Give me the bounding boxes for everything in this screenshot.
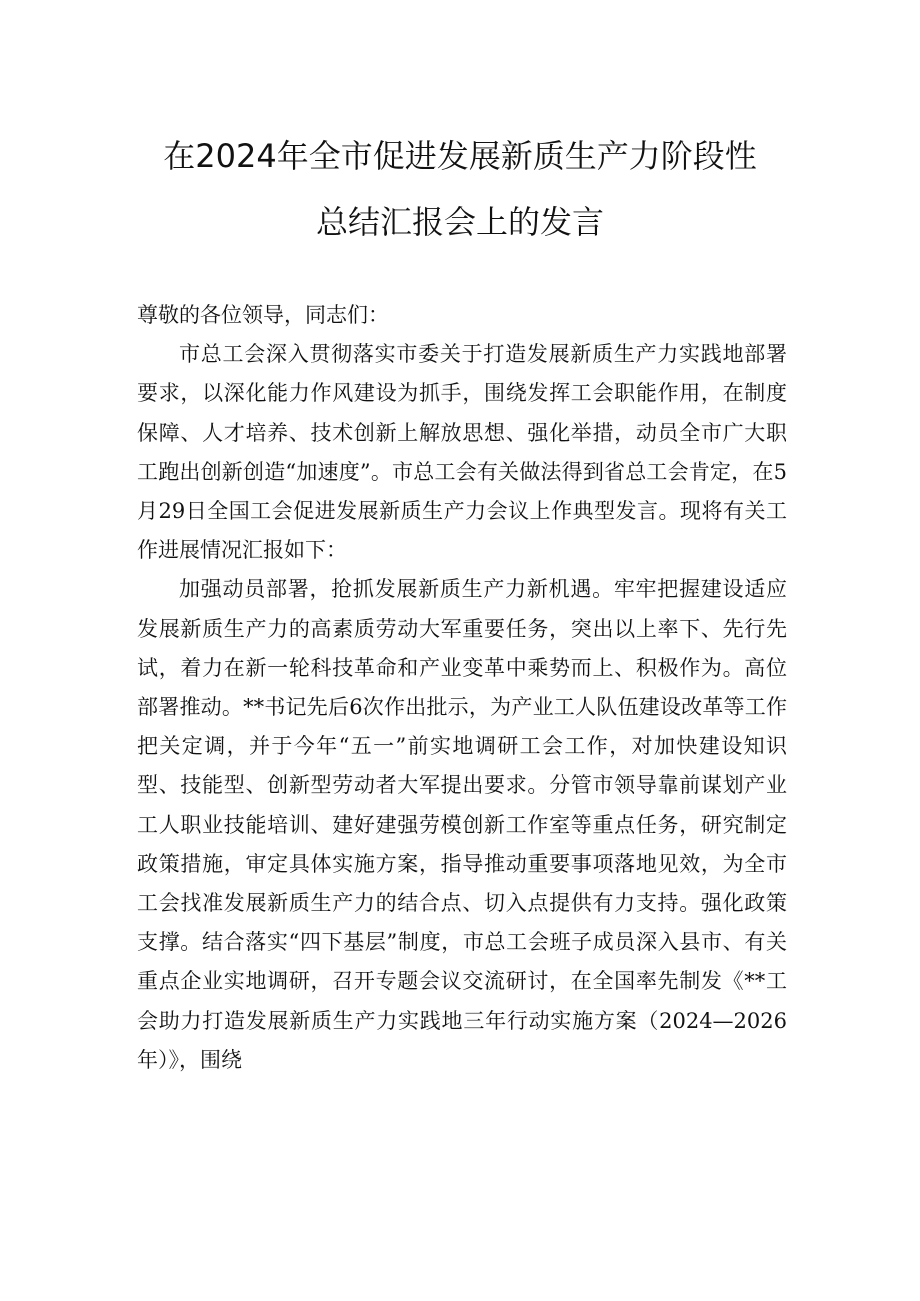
document-title-line-2: 总结汇报会上的发言 xyxy=(315,203,604,241)
document-body xyxy=(137,296,787,1080)
document-title-line-1: 在2024年全市促进发展新质生产力阶段性 xyxy=(163,137,757,175)
paragraph-2: 加强动员部署，抢抓发展新质生产力新机遇。牢牢把握建设适应发展新质生产力的高素质劳动大军重要任务，突出以上率下、先行先试，着力在新一轮科技革命和产业变革中乘势而上、积极作为。高位部署推动。**书记先后6次作出批示，为产业工人队伍建设改革等工作把关定调，并于今年“五一”前实地调研工会工作，对加快建设知识型、技能型、创新型劳动者大军提出要求。分管市领导靠前谋划产业工人职业技能培训、建好建强劳模创新工作室等重点任务，研究制定政策措施，审定具体实施方案，指导推动重要事项落地见效，为全市工会找准发展新质生产力的结合点、切入点提供有力支持。强化政策支撑。结合落实“四下基层”制度，市总工会班子成员深入县市、有关重点企业实地调研，召开专题会议交流研讨，在全国率先制发《**工会助力打造发展新质生产力实践地三年行动实施方案（2024—2026年）》，围绕 xyxy=(137,577,787,1072)
paragraph-1: 市总工会深入贯彻落实市委关于打造发展新质生产力实践地部署要求，以深化能力作风建设为抓手，围绕发挥工会职能作用，在制度保障、人才培养、技术创新上解放思想、强化举措，动员全市广大职工跑出创新创造“加速度”。市总工会有关做法得到省总工会肯定，在5月29日全国工会促进发展新质生产力会议上作典型发言。现将有关工作进展情况汇报如下： xyxy=(137,342,787,563)
salutation: 尊敬的各位领导，同志们： xyxy=(137,303,389,327)
